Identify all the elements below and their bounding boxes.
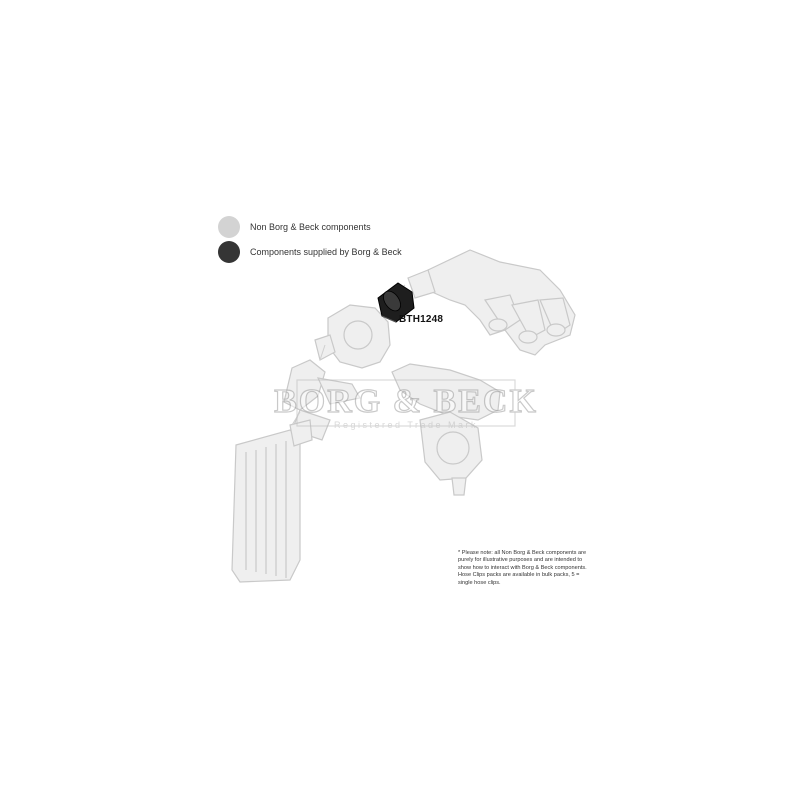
legend-label-non-borg-beck: Non Borg & Beck components — [250, 222, 371, 232]
footnote: * Please note: all Non Borg & Beck components are purely for illustrative purposes and are intended to show how to interact with Borg & Beck components. Hose Clips packs are available in bulk packs, 5 = single hose clips. — [458, 550, 587, 586]
svg-text:BORG & BECK: BORG & BECK — [274, 383, 538, 420]
svg-text:Registered Trade Mark: Registered Trade Mark — [333, 420, 479, 430]
part-number-label: BTH1248 — [399, 314, 444, 325]
legend-label-borg-beck: Components supplied by Borg & Beck — [250, 247, 402, 257]
